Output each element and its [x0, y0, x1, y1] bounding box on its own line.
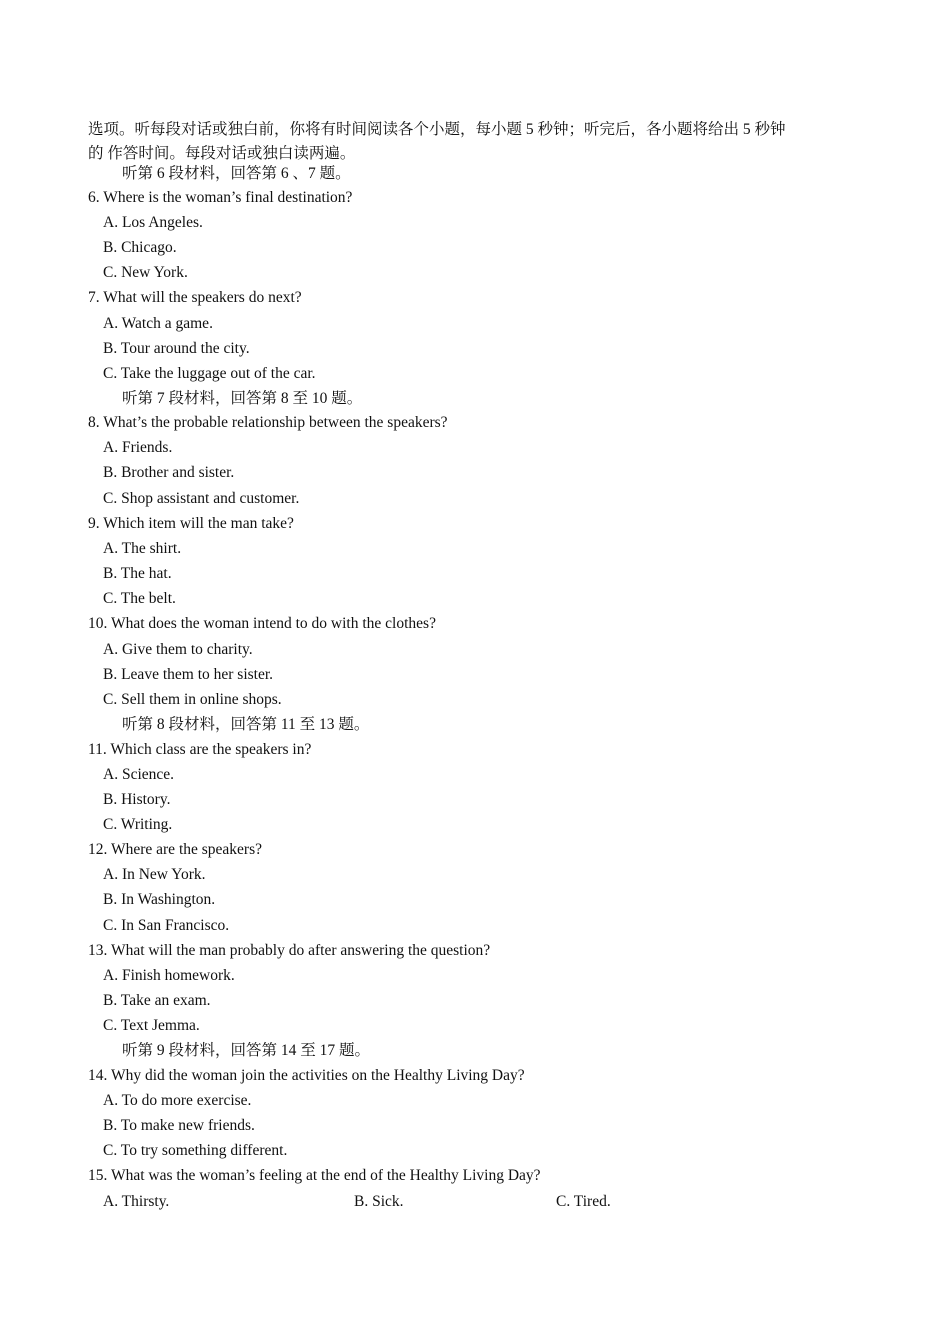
section-heading-6: 听第 6 段材料，回答第 6 、7 题。: [122, 165, 351, 182]
question-9-option-c: C. The belt.: [103, 590, 176, 607]
question-8-option-a: A. Friends.: [103, 439, 173, 456]
question-15-option-c: C. Tired.: [556, 1193, 611, 1210]
question-7-option-b: B. Tour around the city.: [103, 340, 250, 357]
question-11-option-c: C. Writing.: [103, 816, 173, 833]
question-9-option-a: A. The shirt.: [103, 540, 182, 557]
question-12-option-b: B. In Washington.: [103, 891, 216, 908]
question-10-option-a: A. Give them to charity.: [103, 641, 253, 658]
question-12-option-c: C. In San Francisco.: [103, 917, 230, 934]
question-14-option-b: B. To make new friends.: [103, 1117, 255, 1134]
question-6-option-a: A. Los Angeles.: [103, 214, 203, 231]
question-13-option-a: A. Finish homework.: [103, 967, 235, 984]
question-10-option-b: B. Leave them to her sister.: [103, 666, 274, 683]
intro-line-2: 的 作答时间。每段对话或独白读两遍。: [88, 145, 356, 162]
section-heading-8: 听第 8 段材料，回答第 11 至 13 题。: [122, 716, 370, 733]
intro-line-1: 选项。听每段对话或独白前，你将有时间阅读各个小题，每小题 5 秒钟；听完后，各小题将给出 5 秒钟: [88, 121, 786, 138]
question-9: 9. Which item will the man take?: [88, 515, 294, 532]
question-6-option-c: C. New York.: [103, 264, 188, 281]
question-7-option-a: A. Watch a game.: [103, 315, 213, 332]
question-6-option-b: B. Chicago.: [103, 239, 177, 256]
question-14-option-c: C. To try something different.: [103, 1142, 288, 1159]
question-8: 8. What’s the probable relationship between the speakers?: [88, 414, 448, 431]
question-12-option-a: A. In New York.: [103, 866, 206, 883]
question-6: 6. Where is the woman’s final destination?: [88, 189, 353, 206]
question-10-option-c: C. Sell them in online shops.: [103, 691, 282, 708]
question-7: 7. What will the speakers do next?: [88, 289, 302, 306]
section-heading-7: 听第 7 段材料，回答第 8 至 10 题。: [122, 390, 363, 407]
question-8-option-c: C. Shop assistant and customer.: [103, 490, 300, 507]
question-14-option-a: A. To do more exercise.: [103, 1092, 252, 1109]
question-15: 15. What was the woman’s feeling at the end of the Healthy Living Day?: [88, 1167, 541, 1184]
question-8-option-b: B. Brother and sister.: [103, 464, 235, 481]
question-11-option-b: B. History.: [103, 791, 171, 808]
question-14: 14. Why did the woman join the activities on the Healthy Living Day?: [88, 1067, 525, 1084]
section-heading-9: 听第 9 段材料，回答第 14 至 17 题。: [122, 1042, 371, 1059]
question-12: 12. Where are the speakers?: [88, 841, 262, 858]
question-13: 13. What will the man probably do after answering the question?: [88, 942, 491, 959]
question-11-option-a: A. Science.: [103, 766, 175, 783]
question-9-option-b: B. The hat.: [103, 565, 172, 582]
question-7-option-c: C. Take the luggage out of the car.: [103, 365, 316, 382]
question-13-option-b: B. Take an exam.: [103, 992, 211, 1009]
question-11: 11. Which class are the speakers in?: [88, 741, 312, 758]
question-15-option-a: A. Thirsty.: [103, 1193, 170, 1210]
question-13-option-c: C. Text Jemma.: [103, 1017, 200, 1034]
question-15-option-b: B. Sick.: [354, 1193, 404, 1210]
question-10: 10. What does the woman intend to do with the clothes?: [88, 615, 436, 632]
